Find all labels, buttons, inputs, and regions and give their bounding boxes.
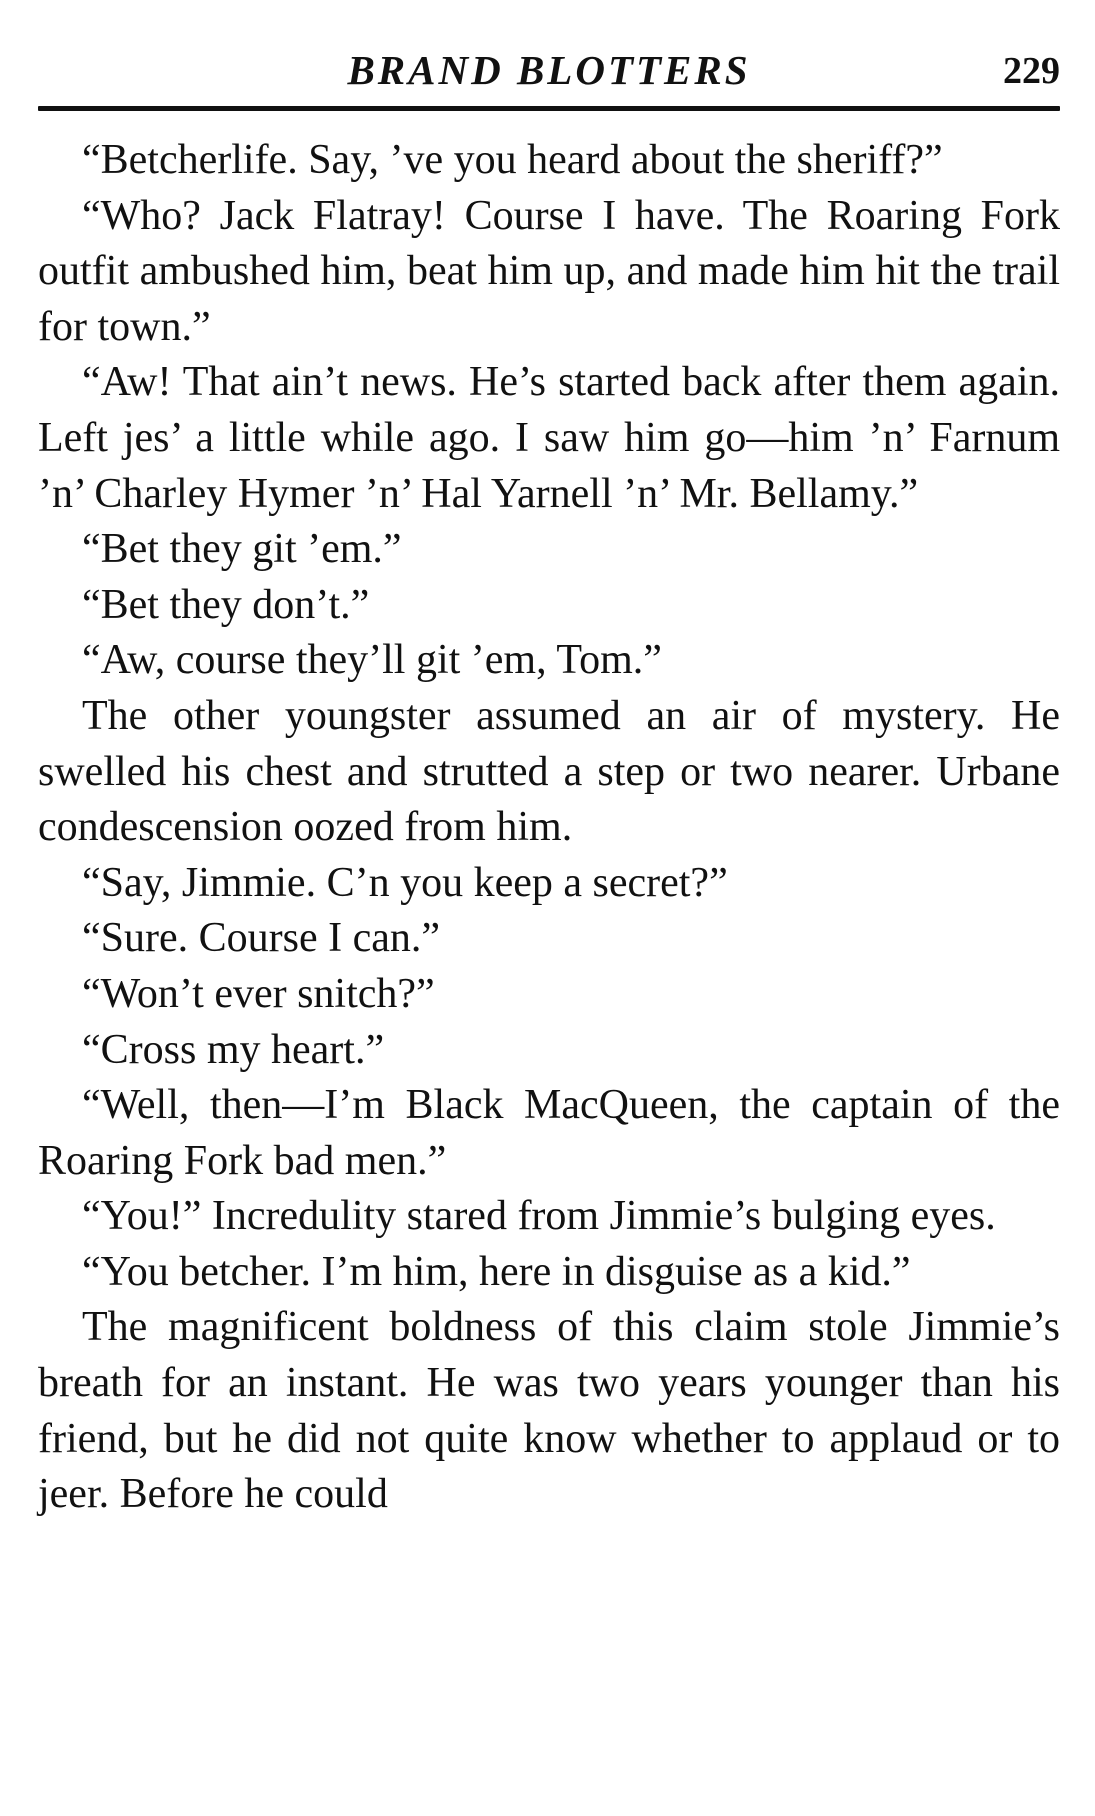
header-rule: [38, 106, 1060, 111]
paragraph: “Won’t ever snitch?”: [82, 970, 435, 1017]
page-header: [38, 40, 1060, 100]
paragraph: The magnificent boldness of this claim stole Jimmie’s breath for an instant. He was two years younger than his friend, but he did not quite know whether to applaud or to jeer. Before he could: [38, 1304, 1060, 1518]
book-page: [38, 40, 1060, 1523]
paragraph: “Bet they git ’em.”: [82, 526, 402, 573]
paragraph: “Well, then—I’m Black MacQueen, the captain of the Roaring Fork bad men.”: [38, 1082, 1060, 1184]
paragraph: “Sure. Course I can.”: [82, 915, 441, 962]
running-title: BRAND BLOTTERS: [347, 47, 751, 93]
paragraph: “Betcherlife. Say, ’ve you heard about the sheriff?”: [82, 137, 943, 183]
paragraph: “Aw! That ain’t news. He’s started back after them again. Left jes’ a little while ago. I saw him go—him ’n’ Farnum ’n’ Charley Hymer ’n’ Hal Yarnell ’n’ Mr. Bellamy.”: [38, 359, 1060, 517]
paragraph: “You betcher. I’m him, here in disguise as a kid.”: [82, 1248, 911, 1295]
paragraph: “Say, Jimmie. C’n you keep a secret?”: [82, 859, 728, 906]
paragraph: “You!” Incredulity stared from Jimmie’s bulging eyes.: [82, 1193, 996, 1240]
paragraph: “Aw, course they’ll git ’em, Tom.”: [82, 637, 662, 684]
paragraph: “Bet they don’t.”: [82, 581, 370, 628]
page-number: 229: [1003, 50, 1060, 92]
paragraph: “Who? Jack Flatray! Course I have. The Roaring Fork outfit ambushed him, beat him up, and made him hit the trail for town.”: [38, 192, 1060, 350]
body-text: [38, 133, 1060, 1523]
paragraph: “Cross my heart.”: [82, 1026, 385, 1073]
paragraph: The other youngster assumed an air of mystery. He swelled his chest and strutted a step or two nearer. Urbane condescension oozed from him.: [38, 692, 1060, 851]
